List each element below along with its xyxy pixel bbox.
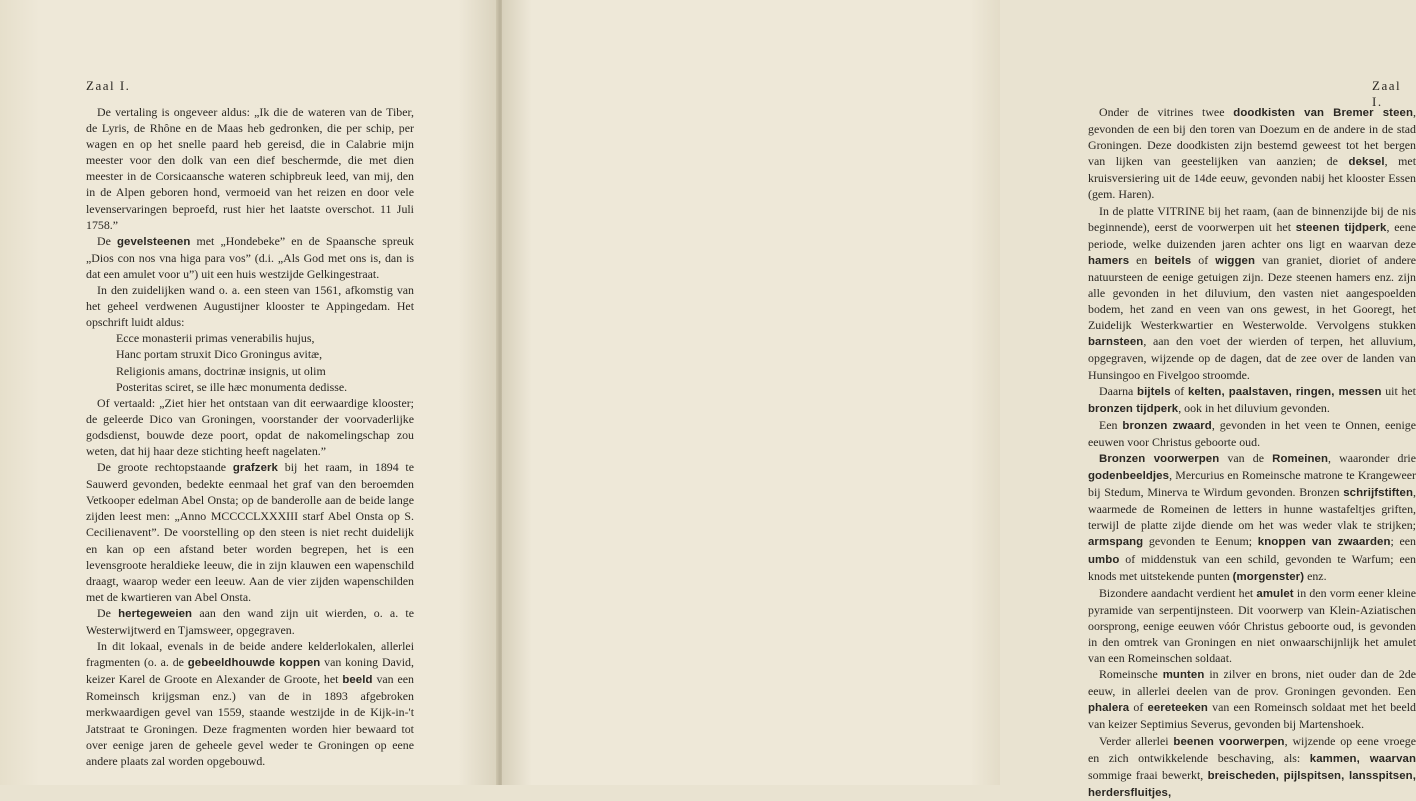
bold-term: phalera — [1088, 702, 1130, 715]
bold-term: doodkisten van Bremer steen — [1233, 107, 1414, 119]
body-paragraph — [86, 638, 414, 769]
text-run: en — [1129, 252, 1155, 267]
body-paragraph — [86, 459, 414, 605]
bold-term: bronzen tijdperk — [1088, 402, 1179, 415]
text-run: in den vorm eener kleine pyramide van serpentijnsteen. Dit voorwerp van Klein-Aziatischen oorsprong, eenige eeuwen vóór Christus geboorte oud, is gevonden in den omtrek van Groningen en niet onwaarschijnlijk het amulet van een Romeinschen soldaat. — [1088, 585, 1416, 666]
bold-term: gebeeldhouwde koppen — [187, 657, 321, 670]
bold-term: munten — [1162, 669, 1205, 682]
bold-term: breischeden, pijlspitsen, lansspitsen, herdersfluitjes, — [1088, 769, 1416, 799]
bold-term: hamers — [1088, 254, 1130, 267]
text-run: De groote rechtopstaande — [97, 460, 233, 475]
text-run: , waaronder drie — [1328, 450, 1416, 465]
bold-term: kelten, paalstaven, ringen, messen — [1187, 385, 1382, 398]
bold-term: deksel — [1348, 156, 1385, 169]
body-paragraph — [86, 282, 414, 330]
text-run: Bizondere aandacht verdient het — [1099, 585, 1257, 600]
bold-term: Bronzen voorwerpen — [1099, 452, 1220, 465]
bold-term: kammen, waarvan — [1309, 752, 1416, 765]
bold-term: umbo — [1088, 553, 1120, 566]
bold-term: Romeinen — [1272, 452, 1329, 465]
bold-term: knoppen van zwaarden — [1257, 536, 1391, 549]
text-run: in zilver en brons, niet ouder dan de 2de eeuw, in allerlei deelen van de prov. Groningen gevonden. Een — [1088, 667, 1416, 699]
text-run: van een Romeinsch soldaat met het beeld van keizer Septimius Severus, gevonden bij Martenshoek. — [1088, 700, 1416, 732]
text-run: De — [97, 233, 117, 248]
text-run: In den zuidelijken wand o. a. een steen van 1561, afkomstig van het geheel verdwenen Augustijner klooster te Appingedam. Het opschrift luidt aldus: — [86, 283, 414, 330]
latin-verse — [116, 330, 414, 394]
text-run: , aan den voet der wierden of terpen, het alluvium, opgegraven, wijzende op de dagen, dat de zee over de landen van Hunsingoo en Fivelgoo stroomde. — [1088, 334, 1416, 382]
body-paragraph — [1088, 666, 1416, 732]
bold-term: gevelsteenen — [117, 235, 191, 248]
bold-term: hertegeweien — [118, 607, 193, 620]
bold-term: beitels — [1154, 254, 1192, 267]
body-paragraph — [1088, 450, 1416, 585]
bold-term: bronzen zwaard — [1122, 419, 1212, 432]
verse-line: Ecce monasterii primas venerabilis hujus, — [116, 331, 315, 346]
body-paragraph — [86, 104, 414, 233]
bold-term: beeld — [342, 674, 373, 687]
text-run: uit het — [1381, 383, 1416, 398]
bold-term: barnsteen — [1088, 336, 1144, 349]
bold-term: beenen voorwerpen — [1173, 735, 1285, 748]
text-run: of — [1129, 700, 1148, 715]
text-run: In de platte VITRINE bij het raam, (aan de binnenzijde bij de nis beginnende), eerst de voorwerpen uit het — [1088, 203, 1416, 234]
verse-line: Posteritas sciret, se ille hæc monumenta dedisse. — [116, 379, 348, 394]
body-paragraph — [1088, 417, 1416, 450]
verse-line: Hanc portam struxit Dico Groningus avitæ, — [116, 347, 323, 362]
text-run: of — [1191, 252, 1216, 267]
bold-term: bijtels — [1137, 385, 1171, 398]
bold-term: godenbeeldjes — [1088, 470, 1170, 483]
body-paragraph — [1088, 203, 1416, 383]
bold-term: wiggen — [1215, 254, 1256, 267]
text-run: Of vertaald: „Ziet hier het ontstaan van dit eerwaardige klooster; de geleerde Dico van Groningen, voorstander der voorvaderlijke godsdienst, bouwde deze poort, opdat de nakomelingschap zou weten, dat hij haar deze stichting heeft nagelaten.” — [86, 395, 414, 458]
verse-line: Religionis amans, doctrinæ insignis, ut olim — [116, 363, 326, 378]
right-page — [502, 0, 1416, 799]
bold-term: amulet — [1256, 587, 1294, 600]
text-run: De — [97, 605, 119, 620]
body-paragraph — [1088, 104, 1416, 203]
text-run: , ook in het diluvium gevonden. — [1178, 400, 1330, 415]
left-page — [0, 0, 498, 785]
page-header: Zaal I. — [86, 78, 131, 93]
text-run: aan den wand zijn uit wierden, o. a. te Westerwijtwerd en Tjamsweer, opgegraven. — [86, 605, 414, 637]
bold-term: (morgenster) — [1232, 570, 1305, 583]
text-run: van de — [1219, 450, 1273, 465]
body-paragraph — [86, 395, 414, 459]
text-run: enz. — [1304, 568, 1327, 583]
page-body — [1088, 104, 1416, 801]
text-run: ; een — [1390, 534, 1416, 549]
text-run: van een Romeinsch krijgsman enz.) van de in 1893 afgebroken merkwaardigen gevel van 1559, staande westzijde in de Kijk-in-'t Jatstraat te Groningen. Deze fragmenten worden hier bewaard tot over eenige jaren de geheele gevel weder te Groningen op eene andere plaats zal worden opgebouwd. — [86, 672, 414, 768]
bold-term: steenen tijdperk — [1295, 221, 1387, 234]
text-run: of middenstuk van een schild, gevonden te Warfum; een knods met uitstekende punten — [1088, 551, 1416, 583]
text-run: gevonden te Eenum; — [1143, 534, 1258, 549]
text-run: bij het raam, in 1894 te Sauwerd gevonden, bedekte eenmaal het graf van den beroemden Vetkooper edelman Abel Onsta; op de banderolle aan de beide lange zijden leest men: „Anno MCCCCLXXXIII starf Abel Onsta op S. Cecilienavent”. De voorstelling op den steen is niet recht duidelijk en kan op een afstand beter worden begrepen, het is een levensgroote heraldieke leeuw, die in zijn klauwen een wapenschild draagt, waarop weder een leeuw. Aan de vier zijden wapenschilden met de kwartieren van Abel Onsta. — [86, 460, 415, 604]
body-paragraph — [86, 233, 414, 282]
text-run: , waarmede de Romeinen de letters in hunne wastafeltjes griften, terwijl de platte zijde diende om het was weder vlak te strijken; — [1088, 485, 1416, 533]
body-paragraph — [1088, 383, 1416, 417]
text-run: Verder allerlei — [1099, 733, 1174, 748]
text-run: van koning David, keizer Karel de Groote en Alexander de Groote, het — [86, 655, 414, 687]
text-run: In dit lokaal, evenals in de beide andere kelderlokalen, allerlei fragmenten (o. a. de — [86, 639, 414, 670]
text-run: Romeinsche — [1099, 667, 1163, 682]
bold-term: schrijfstiften — [1343, 487, 1414, 500]
page-header: Zaal I. — [1372, 78, 1402, 109]
text-run: Daarna — [1099, 383, 1138, 398]
text-run: Een — [1099, 417, 1123, 432]
text-run: , gevonden in het veen te Onnen, eenige eeuwen voor Christus geboorte oud. — [1088, 417, 1416, 449]
text-run: De vertaling is ongeveer aldus: „Ik die de wateren van de Tiber, de Lyris, de Rhône en de Maas heb gedronken, die per schip, per wagen en op het snelle paard heb gereisd, die in Calabrie mijn meester voor den dolk van een dief beschermde, die met dien meester in de Corsicaansche wateren schipbreuk leed, van mij, den in de Alpen geboren hond, vermoeid van het reizen en door vele levenservaringen beproefd, rust hier het laatste overschot. 11 Juli 1758.” — [86, 105, 414, 232]
text-run: , met kruisversiering uit de 14de eeuw, gevonden nabij het klooster Essen (gem. Haren). — [1088, 154, 1416, 202]
text-run: , eene periode, welke duizenden jaren achter ons ligt en waarvan deze — [1088, 219, 1416, 251]
text-run: Onder de vitrines twee — [1099, 105, 1234, 119]
body-paragraph — [1088, 733, 1416, 801]
bold-term: armspang — [1088, 536, 1144, 549]
text-run: van graniet, dioriet of andere natuursteen de eenige getuigen zijn. Deze steenen hamers enz. zijn alle gevonden in het diluvium, den vasten niet aangespoelden bodem, het zand en veen van ons gewest, in het Gooregt, het Zuidelijk Westerkwartier en Westerwolde. Vervolgens stukken — [1088, 252, 1416, 333]
body-paragraph — [1088, 585, 1416, 666]
bold-term: grafzerk — [232, 462, 278, 475]
page-body — [86, 104, 414, 769]
text-run: , gevonden de een bij den toren van Doezum en de andere in de stad Groningen. Deze doodkisten zijn bestemd geweest tot het bergen van lijken van geestelijken van aanzien; de — [1088, 105, 1416, 169]
text-run: met „Hondebeke” en de Spaansche spreuk „Dios con nos vna higa para vos” (d.i. „Als God met ons is, dan is dat een amulet voor u”) uit een huis westzijde Gelkingestraat. — [86, 233, 415, 281]
bold-term: eereteeken — [1147, 702, 1208, 715]
text-run: , Mercurius en Romeinsche matrone te Krangeweer bij Stedum, Minerva te Wirdum gevonden. Bronzen — [1088, 468, 1416, 500]
body-paragraph — [86, 605, 414, 638]
text-run: , wijzende op eene vroege en zich ontwikkelende beschaving, als: — [1088, 733, 1416, 765]
text-run: sommige fraai bewerkt, — [1088, 767, 1208, 782]
text-run: of — [1170, 383, 1188, 398]
